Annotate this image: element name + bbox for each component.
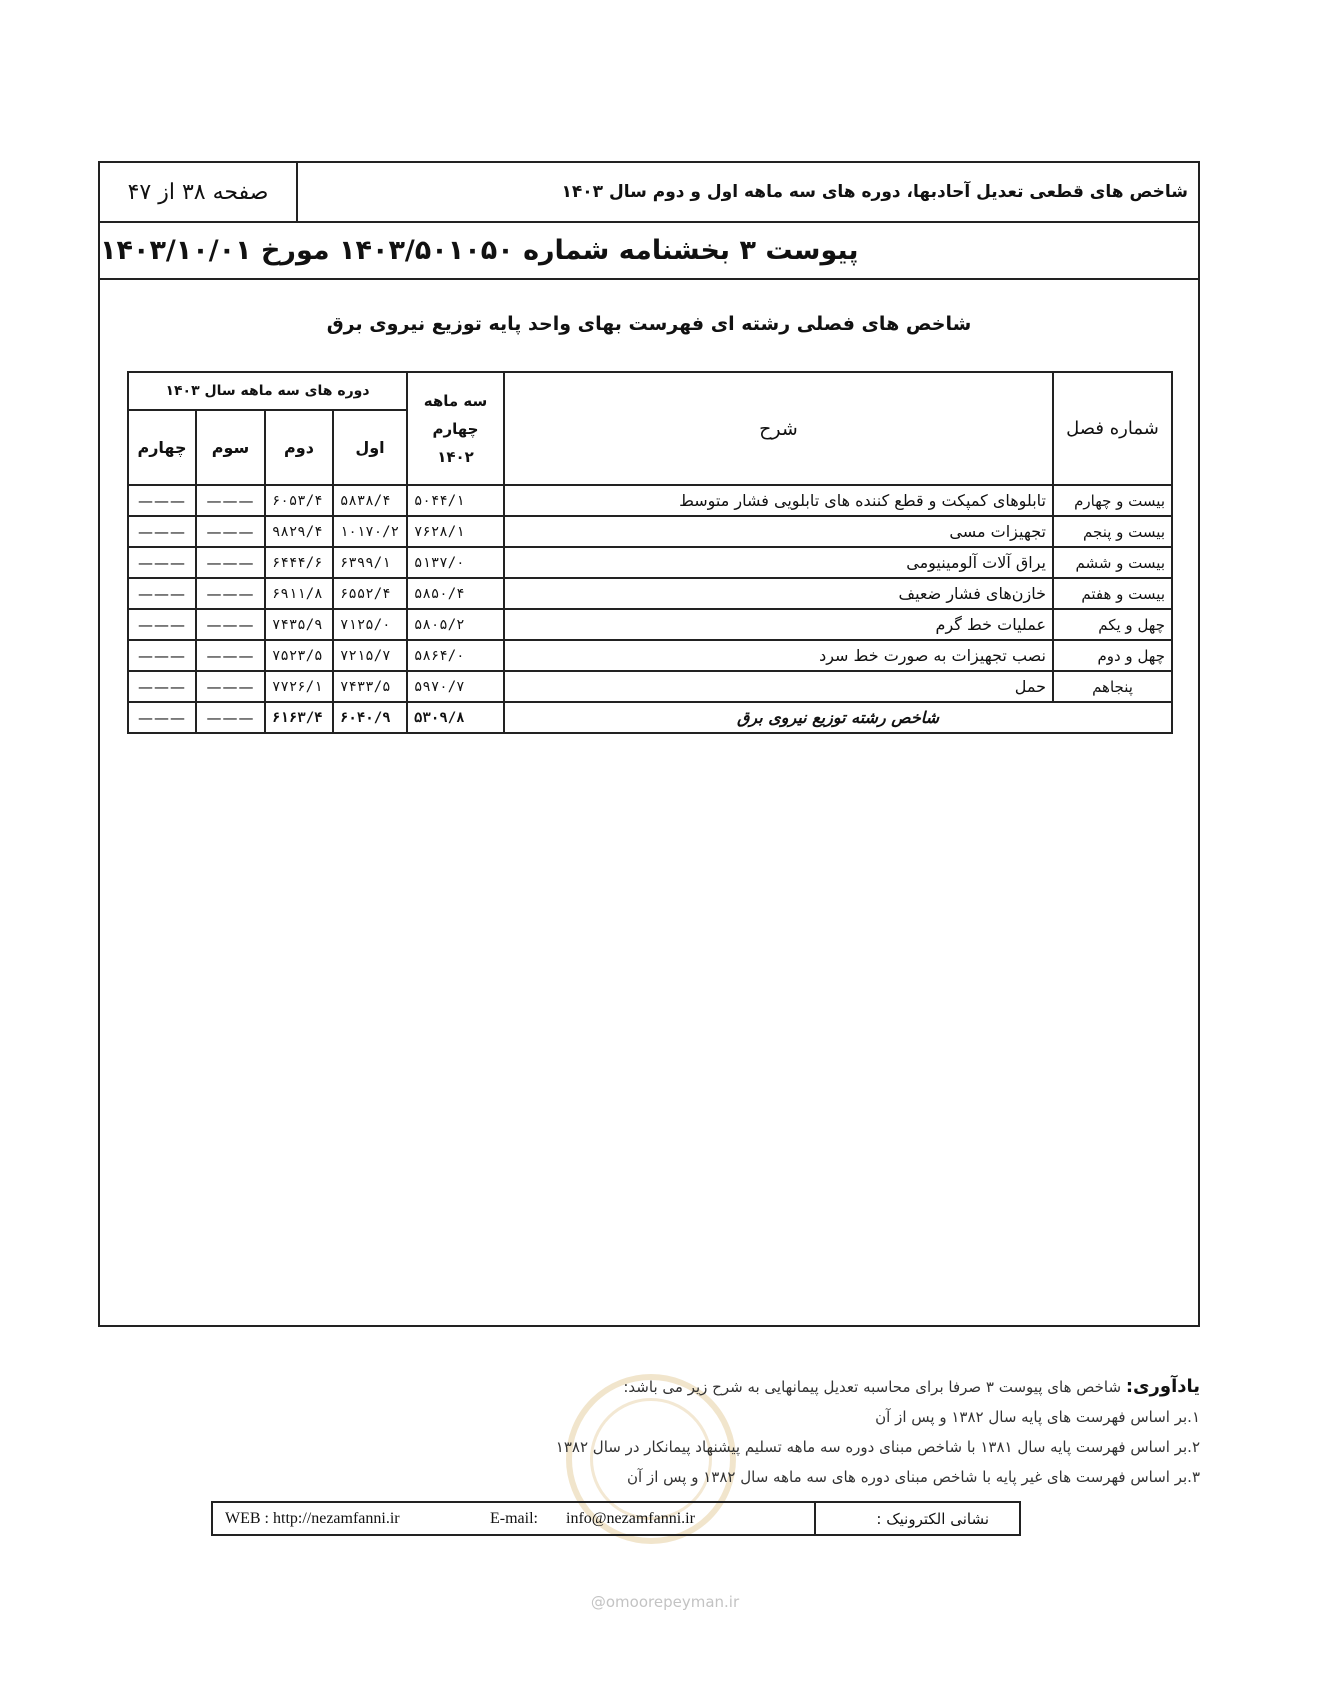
cell-base: ۵۸۵۰/۴ [407, 578, 504, 609]
col-header-q2: دوم [265, 410, 333, 485]
cell-q3: ——— [196, 547, 265, 578]
cell-chapter: بیست و هفتم [1053, 578, 1172, 609]
email-link[interactable]: info@nezamfanni.ir [566, 1509, 695, 1527]
cell-q3: ——— [196, 609, 265, 640]
col-header-base-line2: چهارم ۱۴۰۲ [432, 419, 479, 466]
email-label: E-mail: [490, 1509, 538, 1527]
contact-label: نشانی الکترونیک : [814, 1503, 1019, 1534]
cell-q2: ۷۷۲۶/۱ [265, 671, 333, 702]
cell-q4: ——— [128, 485, 196, 516]
cell-chapter: بیست و ششم [1053, 547, 1172, 578]
total-q3: ——— [196, 702, 265, 733]
total-base: ۵۳۰۹/۸ [407, 702, 504, 733]
circular-row [100, 223, 1198, 280]
circular-reference: پیوست ۳ بخشنامه شماره ۱۴۰۳/۵۰۱۰۵۰ مورخ ۱۴۰۳/۱۰/۰۱ [100, 235, 859, 266]
header-row [100, 163, 1198, 223]
cell-q4: ——— [128, 547, 196, 578]
cell-description: عملیات خط گرم [504, 609, 1053, 640]
website-link[interactable]: WEB : http://nezamfanni.ir [225, 1509, 400, 1527]
cell-q2: ۶۰۵۳/۴ [265, 485, 333, 516]
table-row [128, 578, 1172, 609]
cell-chapter: بیست و پنجم [1053, 516, 1172, 547]
reminder-item: ۱.بر اساس فهرست های پایه سال ۱۳۸۲ و پس از آن [875, 1408, 1200, 1426]
cell-base: ۵۰۴۴/۱ [407, 485, 504, 516]
cell-q4: ——— [128, 609, 196, 640]
cell-q4: ——— [128, 640, 196, 671]
cell-q2: ۶۴۴۴/۶ [265, 547, 333, 578]
reminder-item: ۳.بر اساس فهرست های غیر پایه با شاخص مبنای دوره های سه ماهه سال ۱۳۸۲ و پس از آن [627, 1468, 1200, 1486]
index-table [127, 371, 1173, 734]
col-header-chapter: شماره فصل [1053, 372, 1172, 485]
table-row [128, 671, 1172, 702]
cell-q1: ۱۰۱۷۰/۲ [333, 516, 407, 547]
col-header-q1: اول [333, 410, 407, 485]
reminder-notes [440, 1372, 1200, 1492]
cell-q2: ۹۸۲۹/۴ [265, 516, 333, 547]
col-header-base [407, 372, 504, 485]
reminder-item: ۲.بر اساس فهرست پایه سال ۱۳۸۱ با شاخص مبنای دوره سه ماهه تسلیم پیشنهاد پیمانکار در سال ۱۳۸۲ [555, 1438, 1200, 1456]
cell-q2: ۷۵۲۳/۵ [265, 640, 333, 671]
table-row [128, 547, 1172, 578]
cell-chapter: پنجاهم [1053, 671, 1172, 702]
cell-base: ۷۶۲۸/۱ [407, 516, 504, 547]
cell-q1: ۷۱۲۵/۰ [333, 609, 407, 640]
col-header-q4: چهارم [128, 410, 196, 485]
cell-description: تابلوهای کمپکت و قطع کننده های تابلویی فشار متوسط [504, 485, 1053, 516]
cell-q3: ——— [196, 516, 265, 547]
cell-description: حمل [504, 671, 1053, 702]
watermark-url: @omoorepeyman.ir [590, 1593, 740, 1611]
cell-q4: ——— [128, 671, 196, 702]
document-title: شاخص های قطعی تعدیل آحادبها، دوره های سه ماهه اول و دوم سال ۱۴۰۳ [561, 182, 1188, 202]
cell-q3: ——— [196, 640, 265, 671]
table-total-row [128, 702, 1172, 733]
col-header-description: شرح [504, 372, 1053, 485]
page-number: صفحه ۳۸ از ۴۷ [100, 163, 298, 221]
table-row [128, 609, 1172, 640]
cell-base: ۵۸۶۴/۰ [407, 640, 504, 671]
cell-description: یراق آلات آلومینیومی [504, 547, 1053, 578]
cell-q1: ۷۲۱۵/۷ [333, 640, 407, 671]
cell-q4: ——— [128, 516, 196, 547]
total-label: شاخص رشته توزیع نیروی برق [504, 702, 1172, 733]
cell-q3: ——— [196, 485, 265, 516]
reminder-intro-line [440, 1372, 1200, 1402]
total-q2: ۶۱۶۳/۴ [265, 702, 333, 733]
document-frame [98, 161, 1200, 1327]
cell-q3: ——— [196, 578, 265, 609]
contact-footer [211, 1501, 1021, 1536]
cell-q1: ۵۸۳۸/۴ [333, 485, 407, 516]
cell-q1: ۶۳۹۹/۱ [333, 547, 407, 578]
cell-q4: ——— [128, 578, 196, 609]
table-row [128, 516, 1172, 547]
cell-base: ۵۸۰۵/۲ [407, 609, 504, 640]
cell-q2: ۷۴۳۵/۹ [265, 609, 333, 640]
cell-description: خازن‌های فشار ضعیف [504, 578, 1053, 609]
cell-chapter: چهل و دوم [1053, 640, 1172, 671]
cell-chapter: بیست و چهارم [1053, 485, 1172, 516]
total-q4: ——— [128, 702, 196, 733]
col-header-q3: سوم [196, 410, 265, 485]
col-header-base-line1: سه ماهه [423, 391, 488, 410]
cell-description: نصب تجهیزات به صورت خط سرد [504, 640, 1053, 671]
reminder-title: یادآوری: [1125, 1376, 1200, 1397]
table-row [128, 485, 1172, 516]
cell-q1: ۷۴۳۳/۵ [333, 671, 407, 702]
cell-description: تجهیزات مسی [504, 516, 1053, 547]
section-title: شاخص های فصلی رشته ای فهرست بهای واحد پایه توزیع نیروی برق [326, 313, 972, 335]
cell-q1: ۶۵۵۲/۴ [333, 578, 407, 609]
col-header-group: دوره های سه ماهه سال ۱۴۰۳ [128, 372, 407, 410]
cell-q2: ۶۹۱۱/۸ [265, 578, 333, 609]
table-row [128, 640, 1172, 671]
cell-base: ۵۹۷۰/۷ [407, 671, 504, 702]
reminder-intro: شاخص های پیوست ۳ صرفا برای محاسبه تعدیل پیمانهایی به شرح زیر می باشد: [623, 1378, 1122, 1396]
cell-base: ۵۱۳۷/۰ [407, 547, 504, 578]
cell-chapter: چهل و یکم [1053, 609, 1172, 640]
cell-q3: ——— [196, 671, 265, 702]
total-q1: ۶۰۴۰/۹ [333, 702, 407, 733]
